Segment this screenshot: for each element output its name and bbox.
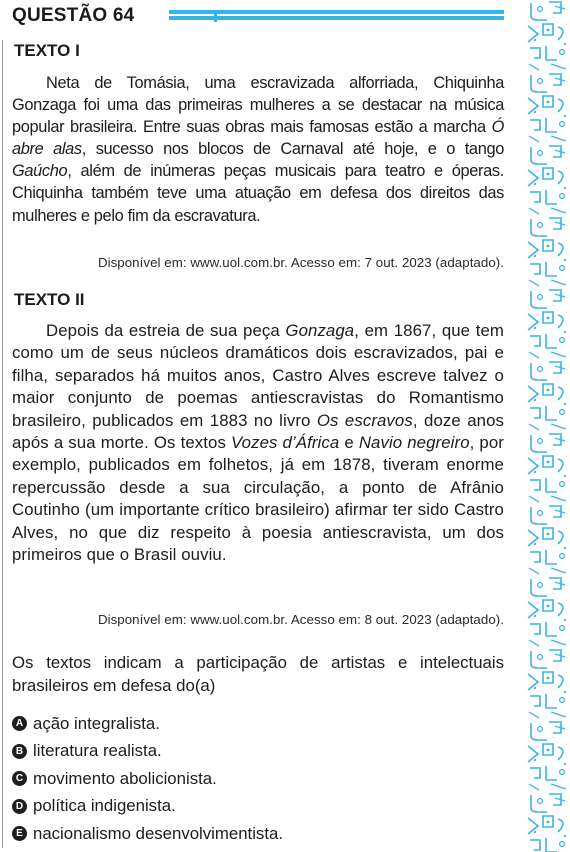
texto2-body — [12, 320, 504, 566]
header-bar-bottom — [169, 16, 504, 20]
texto2-title-ref: Vozes d’África — [230, 433, 340, 453]
texto2-body-part: Depois da estreia de sua peça — [46, 321, 286, 340]
question-header — [12, 0, 504, 30]
option-letter-badge: B — [12, 744, 27, 759]
texto1-body — [12, 72, 504, 227]
texto2-body-part: e — [339, 433, 359, 453]
question-title: QUESTÃO 64 — [12, 5, 135, 26]
texto2-title: TEXTO II — [14, 290, 85, 309]
decorative-side-pattern — [525, 0, 570, 852]
question-page — [12, 0, 504, 843]
texto1-body-part: Neta de Tomásia, uma escravizada alforriada, Chiquinha Gonzaga foi uma das primeiras mulheres a se destacar na música popular brasileira. Entre suas obras mais famosas estão a marcha — [12, 74, 504, 137]
texto1-body-part: , além de inúmeras peças musicais para teatro e óperas. Chiquinha também teve uma atuação em defesa dos direitos das mulheres e pelo fim da escravatura. — [12, 162, 504, 225]
texto2-body-part: , por exemplo, publicados em folhetos, já em 1878, tiveram enorme repercussão desde a sua circulação, a ponto de Afrânio Coutinho (um importante crítico brasileiro) afirmar ter sido Castro Alves, no que diz respeito à poesia antiescravista, um dos primeiros que o Brasil ouviu. — [12, 433, 504, 565]
texto1-title: TEXTO I — [14, 41, 80, 60]
texto1-body-part: , sucesso nos blocos de Carnaval até hoje, e o tango — [81, 140, 504, 159]
option-letter-badge: A — [12, 716, 27, 731]
header-decorative-bars — [169, 10, 504, 22]
texto2-source: Disponível em: www.uol.com.br. Acesso em: 8 out. 2023 (adaptado). — [97, 612, 504, 627]
header-bar-top — [169, 10, 504, 14]
header-bar-tick — [214, 14, 217, 22]
option-d[interactable] — [12, 793, 504, 821]
option-e[interactable] — [12, 820, 504, 848]
option-c[interactable] — [12, 765, 504, 793]
left-margin-rule — [2, 40, 3, 848]
option-text: nacionalismo desenvolvimentista. — [33, 823, 283, 843]
option-text: ação integralista. — [33, 713, 160, 733]
answer-options — [12, 710, 504, 848]
texto1-title-ref: Gaúcho — [12, 162, 68, 181]
question-stem: Os textos indicam a participação de artistas e intelectuais brasileiros em defesa do(a) — [12, 653, 504, 695]
texto2-title-ref: Gonzaga — [285, 321, 355, 340]
side-pattern-svg — [525, 0, 570, 852]
option-text: política indigenista. — [33, 796, 176, 816]
texto2-title-ref: Navio negreiro — [358, 433, 470, 453]
option-letter-badge: E — [12, 826, 27, 841]
texto1-source: Disponível em: www.uol.com.br. Acesso em: 7 out. 2023 (adaptado). — [97, 255, 504, 270]
texto2-body-part: , em 1867, que tem como um de seus núcleos dramáticos dois escravizados, pai e filha, separados há muitos anos, Castro Alves escreve talvez o maior conjunto de poemas antiescravistas do Romantismo brasileiro, publicados em 1883 no livro — [12, 321, 504, 430]
side-pattern-fill — [525, 0, 570, 852]
option-letter-badge: C — [12, 771, 27, 786]
option-letter-badge: D — [12, 799, 27, 814]
option-text: movimento abolicionista. — [33, 768, 217, 788]
texto2-title-ref: Os escravos — [316, 410, 413, 430]
option-b[interactable] — [12, 738, 504, 766]
texto1-title-ref: Ó abre alas — [12, 118, 504, 159]
option-a[interactable] — [12, 710, 504, 738]
option-text: literatura realista. — [33, 741, 162, 761]
texto2-body-part: , doze anos após a sua morte. Os textos — [12, 410, 504, 453]
